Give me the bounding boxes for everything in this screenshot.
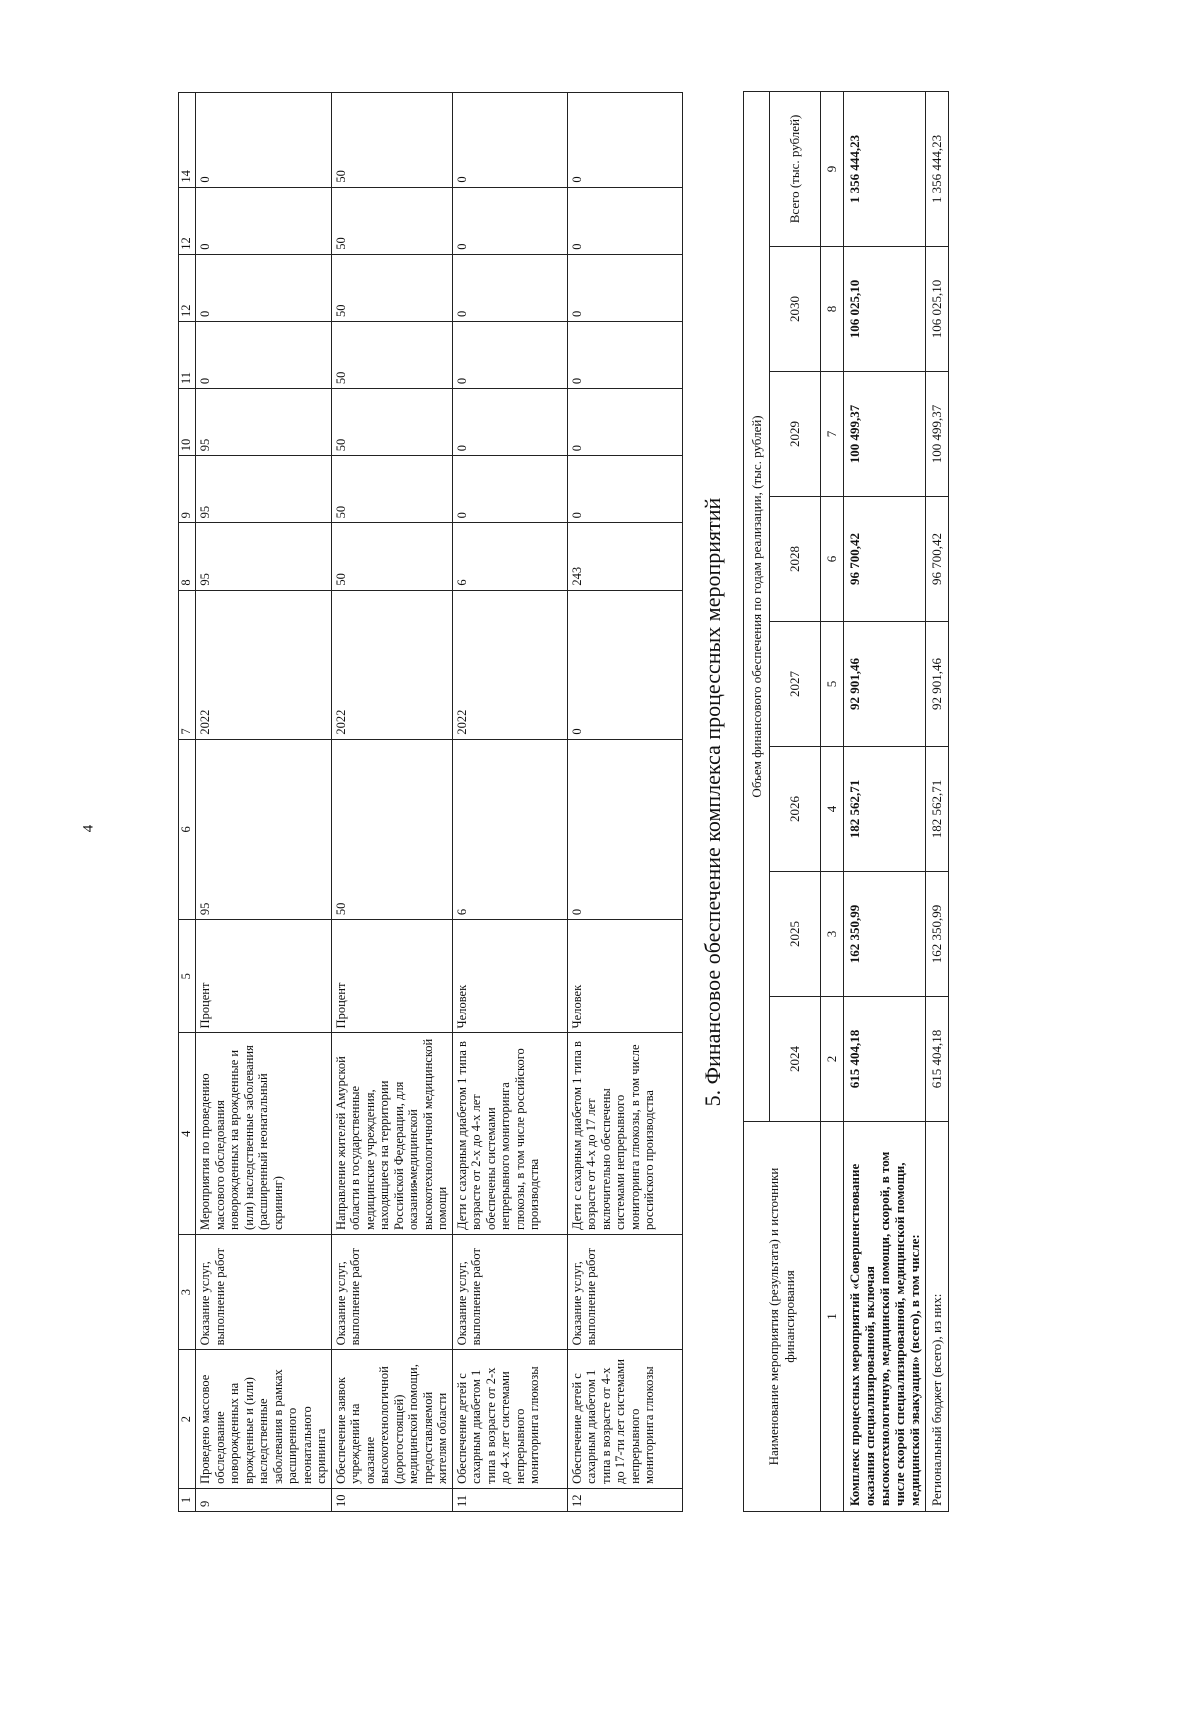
column-number: 3: [821, 872, 844, 997]
column-number: 7: [821, 372, 844, 497]
column-number: 9: [821, 91, 844, 246]
year-header: 2029: [770, 372, 821, 497]
indicators-table: [178, 92, 683, 1512]
value-cell: 0: [196, 321, 332, 388]
value-cell: 243: [567, 523, 682, 590]
amount-cell: 182 562,71: [926, 747, 949, 872]
value-cell: 0: [452, 456, 567, 523]
table-header-row: [179, 93, 196, 1512]
column-number: 4: [821, 747, 844, 872]
value-cell: 0: [452, 321, 567, 388]
base-value: 95: [196, 739, 332, 920]
header-cell: 8: [179, 523, 196, 590]
value-cell: 0: [567, 321, 682, 388]
value-cell: 50: [331, 187, 452, 254]
volume-header: Объем финансового обеспечения по годам реализации, (тыс. рублей): [744, 91, 770, 1121]
value-cell: 0: [452, 93, 567, 188]
regional-budget-row: [926, 91, 949, 1511]
value-cell: 0: [196, 93, 332, 188]
value-cell: 0: [567, 456, 682, 523]
total-row: [844, 91, 926, 1511]
header-cell: 12: [179, 254, 196, 321]
amount-cell: 615 404,18: [844, 997, 926, 1122]
value-cell: 0: [452, 187, 567, 254]
table-row: [331, 93, 452, 1512]
value-cell: 50: [331, 254, 452, 321]
amount-cell: 96 700,42: [844, 497, 926, 622]
value-cell: 6: [452, 523, 567, 590]
unit: Человек: [452, 920, 567, 1033]
value-cell: 95: [196, 523, 332, 590]
page-number: 4: [80, 824, 97, 833]
value-cell: 0: [452, 254, 567, 321]
year-header: 2024: [770, 997, 821, 1122]
header-cell: 2: [179, 1350, 196, 1489]
header-cell: 11: [179, 321, 196, 388]
row-number: 11: [452, 1488, 567, 1511]
base-value: 6: [452, 739, 567, 920]
result-description: Мероприятия по проведению массового обследования новорожденных на врожденные и (или) наследственные заболевания (расширенный неонатальный скрининг): [196, 1033, 332, 1235]
header-cell: 6: [179, 739, 196, 920]
result-type: Оказание услуг, выполнение работ: [452, 1234, 567, 1349]
rotated-page-content: [178, 92, 1018, 1512]
year-header: 2030: [770, 247, 821, 372]
value-cell: 0: [567, 93, 682, 188]
value-cell: 50: [331, 523, 452, 590]
column-number: 6: [821, 497, 844, 622]
result-description: Дети с сахарным диабетом 1 типа в возрасте от 2-х до 4-х лет обеспечены системами непрерывного мониторинга глюкозы, в том числе российского производства: [452, 1033, 567, 1235]
table-row: [196, 93, 332, 1512]
header-cell: 5: [179, 920, 196, 1033]
amount-cell: 1 356 444,23: [844, 91, 926, 246]
value-cell: 50: [331, 321, 452, 388]
value-cell: 50: [331, 93, 452, 188]
column-number: 2: [821, 997, 844, 1122]
year-header: 2028: [770, 497, 821, 622]
year-header: 2026: [770, 747, 821, 872]
amount-cell: 162 350,99: [926, 872, 949, 997]
value-cell: 0: [196, 254, 332, 321]
header-cell: 7: [179, 590, 196, 739]
header-cell: 12: [179, 187, 196, 254]
amount-cell: 182 562,71: [844, 747, 926, 872]
amount-cell: 92 901,46: [844, 622, 926, 747]
row-number: 10: [331, 1488, 452, 1511]
amount-cell: 162 350,99: [844, 872, 926, 997]
value-cell: 0: [196, 187, 332, 254]
value-cell: 95: [196, 389, 332, 456]
header-cell: 10: [179, 389, 196, 456]
amount-cell: 615 404,18: [926, 997, 949, 1122]
result-type: Оказание услуг, выполнение работ: [567, 1234, 682, 1349]
row-number: 12: [567, 1488, 682, 1511]
unit: Процент: [196, 920, 332, 1033]
name-header: Наименование мероприятия (результата) и источники финансирования: [744, 1122, 821, 1512]
header-cell: 1: [179, 1488, 196, 1511]
unit: Процент: [331, 920, 452, 1033]
result-name: Проведено массовое обследование новорожденных на врожденные и (или) наследственные заболевания в рамках расширенного неонатального скрининга: [196, 1350, 332, 1489]
total-row-label: Комплекс процессных мероприятий «Совершенствование оказания специализированной, включая высокотехнологичную, медицинской помощи, скорой, в том числе скорой специализированной, медицинской помощи, медицинской эвакуации» (всего), в том числе:: [844, 1122, 926, 1512]
amount-cell: 106 025,10: [844, 247, 926, 372]
row-number: 9: [196, 1488, 332, 1511]
financing-header-row: [744, 91, 770, 1511]
result-description: Дети с сахарным диабетом 1 типа в возрасте от 4-х до 17 лет включительно обеспечены системами непрерывного мониторинга глюкозы, в том числе российского производства: [567, 1033, 682, 1235]
base-value: 50: [331, 739, 452, 920]
column-number: 5: [821, 622, 844, 747]
amount-cell: 100 499,37: [926, 372, 949, 497]
result-name: Обеспечение детей с сахарным диабетом 1 типа в возрасте от 4-х до 17-ти лет системами непрерывного мониторинга глюкозы: [567, 1350, 682, 1489]
column-number: 8: [821, 247, 844, 372]
column-number-row: [821, 91, 844, 1511]
column-number: 1: [821, 1122, 844, 1512]
total-header: Всего (тыс. рублей): [770, 91, 821, 246]
header-cell: 14: [179, 93, 196, 188]
table-row: [452, 93, 567, 1512]
result-name: Обеспечение заявок учреждений на оказание высокотехнологичной (дорогостоящей) медицинской помощи, предоставляемой жителям области: [331, 1350, 452, 1489]
amount-cell: 100 499,37: [844, 372, 926, 497]
amount-cell: 1 356 444,23: [926, 91, 949, 246]
financing-table: [743, 91, 949, 1512]
base-year: 2022: [196, 590, 332, 739]
year-header: 2025: [770, 872, 821, 997]
result-description: Направление жителей Амурской области в государственные медицинские учреждения, находящиеся на территории Российской Федерации, для оказания медицинской высокотехнологичной медицинской помощи: [331, 1033, 452, 1235]
value-cell: 95: [196, 456, 332, 523]
header-cell: 3: [179, 1234, 196, 1349]
value-cell: 0: [567, 187, 682, 254]
base-year: 2022: [331, 590, 452, 739]
base-year: 0: [567, 590, 682, 739]
header-cell: 9: [179, 456, 196, 523]
amount-cell: 92 901,46: [926, 622, 949, 747]
base-year: 2022: [452, 590, 567, 739]
value-cell: 0: [452, 389, 567, 456]
unit: Человек: [567, 920, 682, 1033]
amount-cell: 106 025,10: [926, 247, 949, 372]
result-type: Оказание услуг, выполнение работ: [331, 1234, 452, 1349]
value-cell: 50: [331, 456, 452, 523]
regional-budget-label: Региональный бюджет (всего), из них:: [926, 1122, 949, 1512]
header-cell: 4: [179, 1033, 196, 1235]
value-cell: 0: [567, 254, 682, 321]
section-title: 5. Финансовое обеспечение комплекса процессных мероприятий: [700, 497, 725, 1107]
table-row: [567, 93, 682, 1512]
amount-cell: 96 700,42: [926, 497, 949, 622]
value-cell: 50: [331, 389, 452, 456]
value-cell: 0: [567, 389, 682, 456]
result-name: Обеспечение детей с сахарным диабетом 1 типа в возрасте от 2-х до 4-х лет системами непрерывного мониторинга глюкозы: [452, 1350, 567, 1489]
result-type: Оказание услуг, выполнение работ: [196, 1234, 332, 1349]
base-value: 0: [567, 739, 682, 920]
year-header: 2027: [770, 622, 821, 747]
